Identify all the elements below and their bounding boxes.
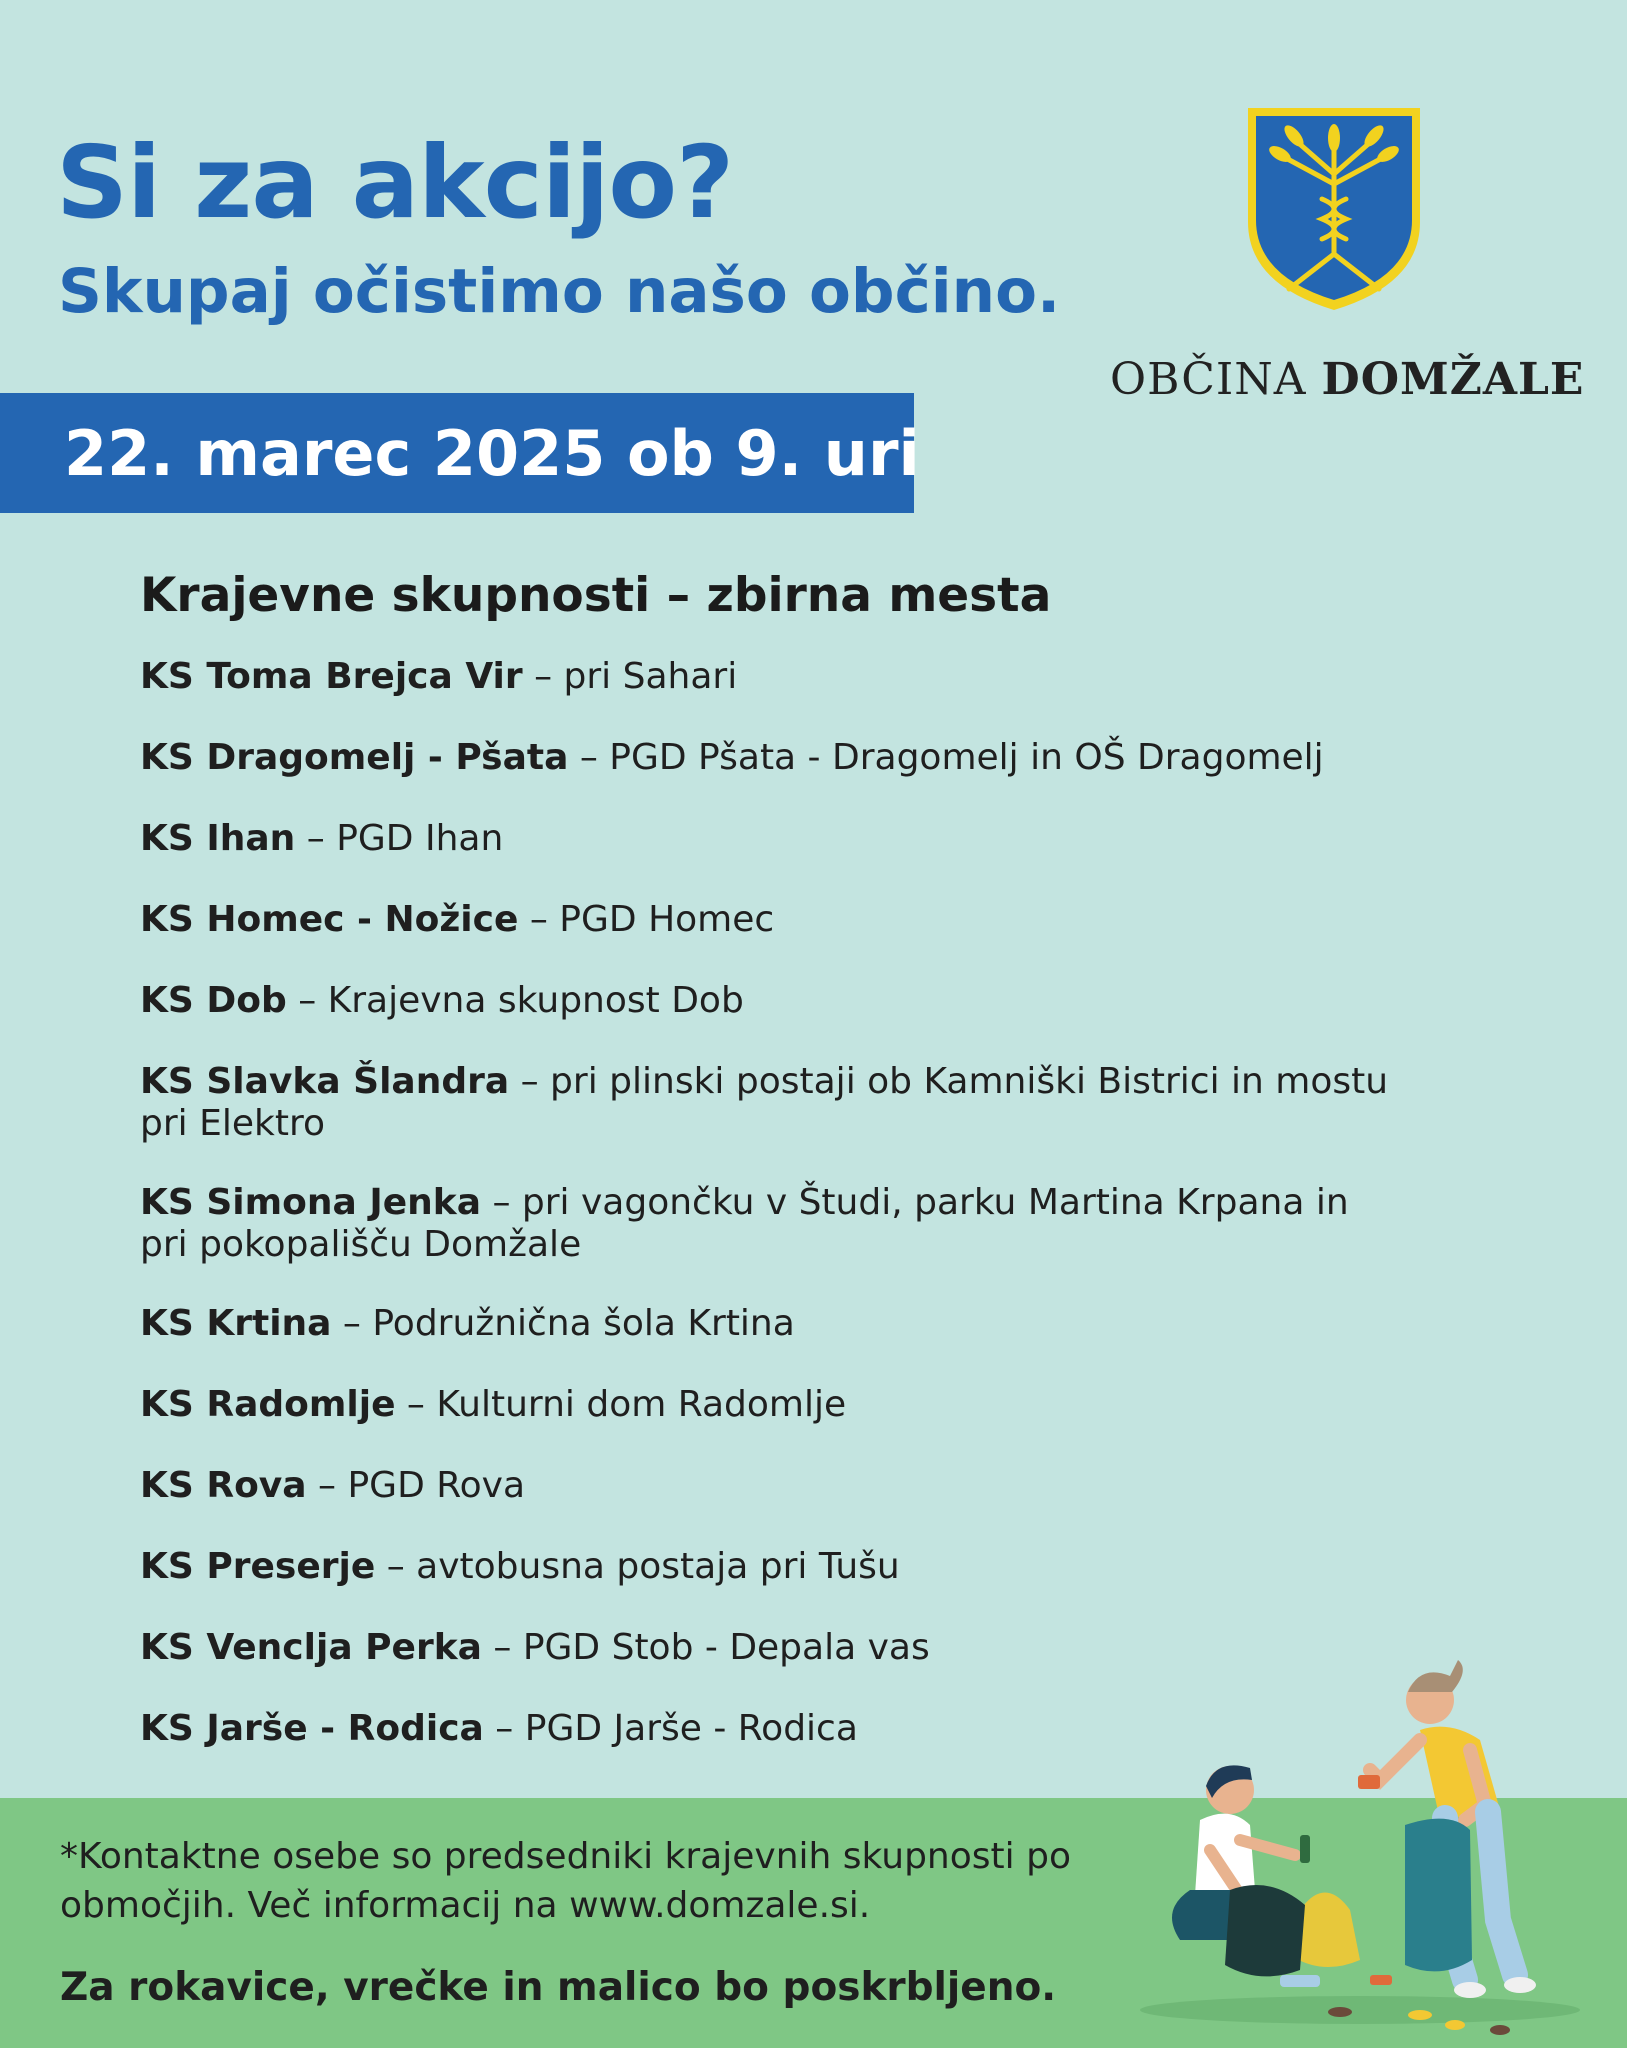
location-place: – pri vagončku v Študi, parku Martina Krpana in pri pokopališču Domžale <box>140 1182 1349 1265</box>
location-place: – Krajevna skupnost Dob <box>286 980 744 1021</box>
location-item <box>140 1546 1390 1588</box>
location-place: – PGD Rova <box>306 1465 526 1506</box>
location-community: KS Jarše - Rodica <box>140 1708 484 1749</box>
location-place: – pri plinski postaji ob Kamniški Bistrici in mostu pri Elektro <box>140 1061 1389 1144</box>
location-item <box>140 1303 1390 1345</box>
location-item <box>140 980 1390 1022</box>
location-place: – PGD Homec <box>518 899 775 940</box>
location-community: KS Dob <box>140 980 287 1021</box>
location-item <box>140 1182 1390 1266</box>
location-place: – Podružnična šola Krtina <box>331 1303 795 1344</box>
location-community: KS Simona Jenka <box>140 1182 481 1223</box>
location-community: KS Krtina <box>140 1303 332 1344</box>
location-place: – PGD Pšata - Dragomelj in OŠ Dragomelj <box>568 737 1324 778</box>
locations-list <box>140 656 1390 1789</box>
location-community: KS Homec - Nožice <box>140 899 519 940</box>
location-community: KS Radomlje <box>140 1384 396 1425</box>
municipality-name: DOMŽALE <box>1321 354 1585 405</box>
location-item <box>140 656 1390 698</box>
location-place: – Kulturni dom Radomlje <box>395 1384 847 1425</box>
coat-of-arms-icon <box>1244 104 1424 314</box>
location-community: KS Rova <box>140 1465 307 1506</box>
event-date-banner: 22. marec 2025 ob 9. uri <box>0 393 914 513</box>
location-place: – PGD Jarše - Rodica <box>483 1708 858 1749</box>
location-place: – avtobusna postaja pri Tušu <box>375 1546 900 1587</box>
municipality-prefix: OBČINA <box>1110 354 1307 405</box>
location-item <box>140 818 1390 860</box>
page-title: Si za akcijo? <box>56 124 734 241</box>
location-community: KS Slavka Šlandra <box>140 1061 510 1102</box>
location-community: KS Venclja Perka <box>140 1627 482 1668</box>
location-item <box>140 737 1390 779</box>
location-place: – pri Sahari <box>522 656 738 697</box>
closing-statement: Za rokavice, vrečke in malico bo poskrbljeno. <box>60 1965 1057 2010</box>
contact-note: *Kontaktne osebe so predsedniki krajevnih skupnosti po območjih. Več informacij na www.domzale.si. <box>60 1836 1071 1926</box>
location-community: KS Dragomelj - Pšata <box>140 737 569 778</box>
people-collecting-litter-illustration <box>1120 1640 1600 2040</box>
location-community: KS Preserje <box>140 1546 376 1587</box>
location-item <box>140 1061 1390 1145</box>
page-subtitle: Skupaj očistimo našo občino. <box>58 256 1061 327</box>
location-community: KS Toma Brejca Vir <box>140 656 523 697</box>
location-item <box>140 1384 1390 1426</box>
location-item <box>140 899 1390 941</box>
location-community: KS Ihan <box>140 818 296 859</box>
location-place: – PGD Ihan <box>295 818 504 859</box>
location-item <box>140 1465 1390 1507</box>
location-place: – PGD Stob - Depala vas <box>481 1627 930 1668</box>
locations-heading: Krajevne skupnosti – zbirna mesta <box>140 568 1052 623</box>
municipality-wordmark <box>1110 354 1584 405</box>
